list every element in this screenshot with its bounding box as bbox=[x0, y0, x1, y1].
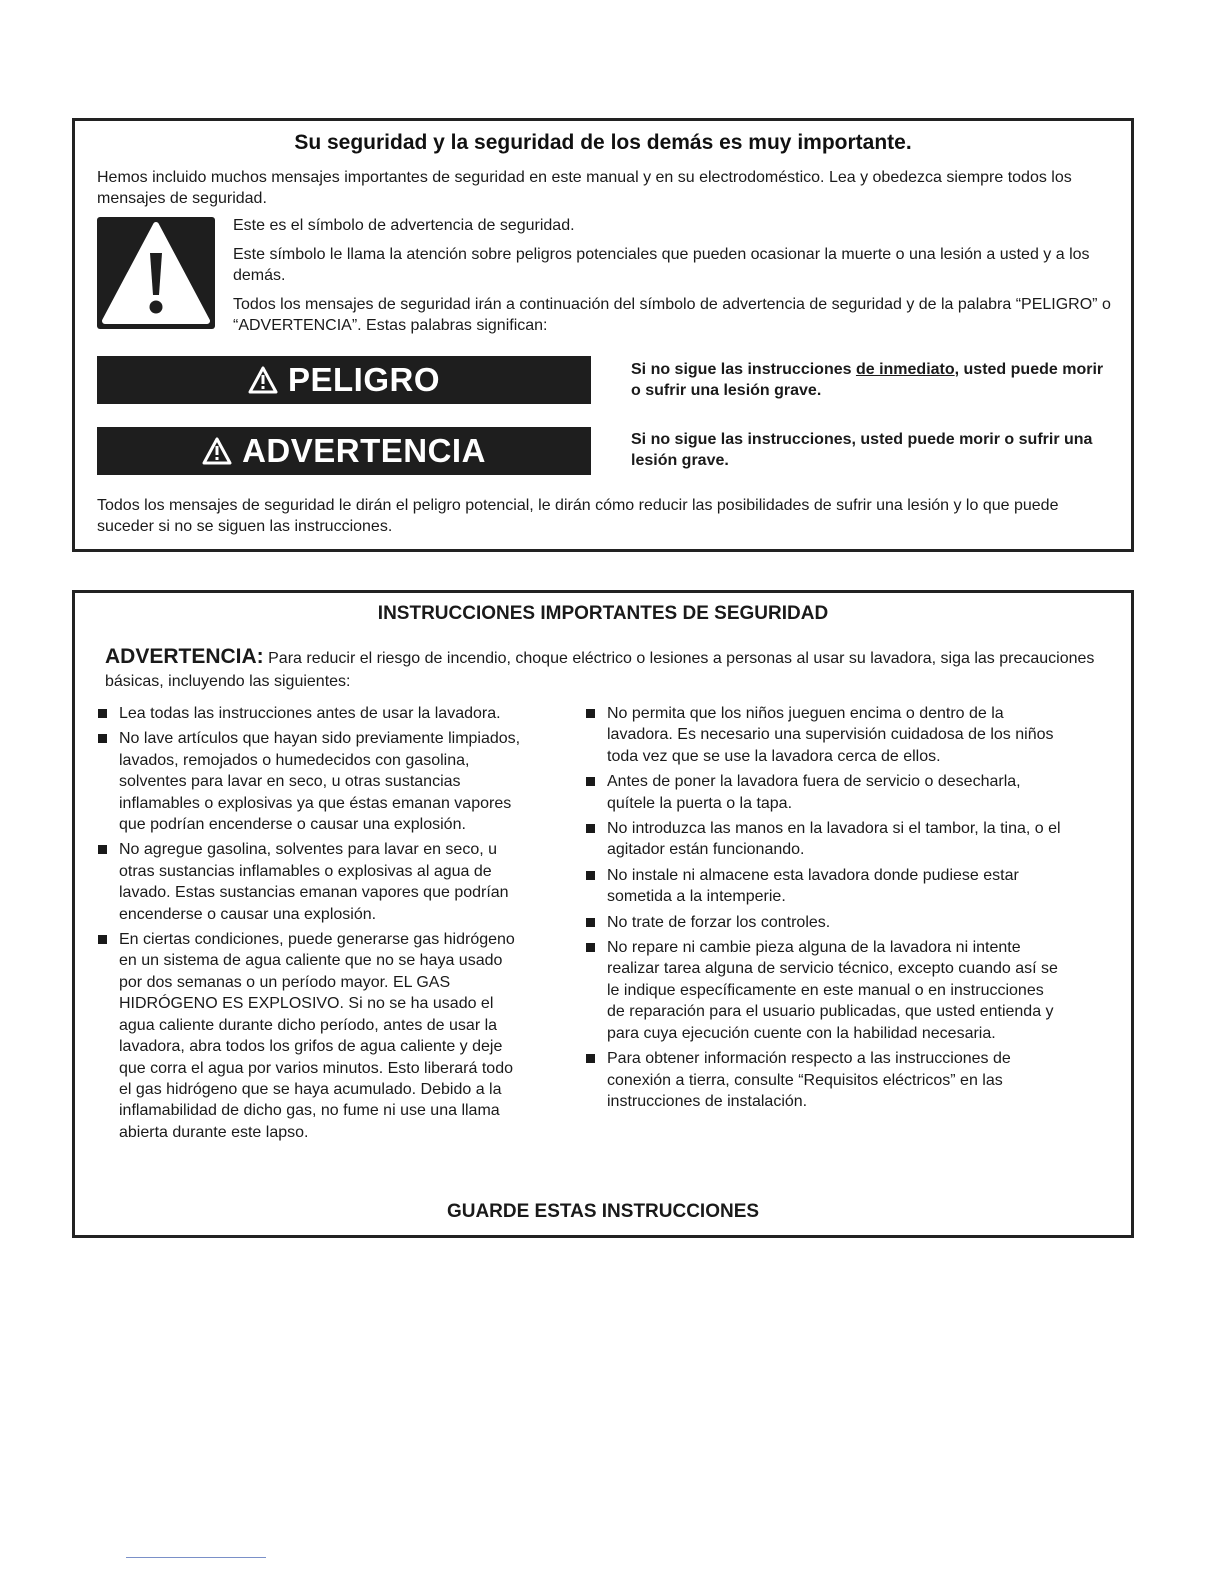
instructions-warning bbox=[105, 645, 1107, 693]
page-footer-rule bbox=[126, 1557, 266, 1558]
safety-box bbox=[72, 118, 1134, 552]
list-item: No permita que los niños jueguen encima o dentro de la lavadora. Es necesario una supervisión cuidadosa de los niños toda vez que se use la lavadora cerca de ellos. bbox=[585, 703, 1065, 767]
danger-signal-bar bbox=[97, 356, 591, 404]
square-bullet-icon bbox=[98, 734, 107, 743]
square-bullet-icon bbox=[586, 918, 595, 927]
warning-lead-label: ADVERTENCIA: bbox=[105, 645, 264, 668]
list-item: Lea todas las instrucciones antes de usar la lavadora. bbox=[97, 703, 527, 724]
save-instructions-footer: GUARDE ESTAS INSTRUCCIONES bbox=[446, 1201, 760, 1222]
list-item: No lave artículos que hayan sido previamente limpiados, lavados, remojados o humedecidos con gasolina, solventes para lavar en seco, u otras sustancias inflamables o explosivas ya que éstas emanan vapores que podrían encenderse o causar una explosión. bbox=[97, 728, 527, 835]
square-bullet-icon bbox=[586, 943, 595, 952]
list-item: No instale ni almacene esta lavadora donde pudiese estar sometida a la intemperie. bbox=[585, 865, 1065, 908]
instructions-title: INSTRUCCIONES IMPORTANTES DE SEGURIDAD bbox=[377, 603, 829, 624]
immediately-underline: de inmediato bbox=[855, 361, 955, 378]
instructions-right-column bbox=[585, 703, 1065, 1116]
symbol-explanation bbox=[233, 215, 1111, 344]
list-item: No agregue gasolina, solventes para lavar en seco, u otras sustancias inflamables o explosivas al agua de lavado. Estas sustancias emanan vapores que podrían encenderse o causar una explosión. bbox=[97, 839, 527, 925]
square-bullet-icon bbox=[586, 824, 595, 833]
list-item: Antes de poner la lavadora fuera de servicio o desecharla, quítele la puerta o la tapa. bbox=[585, 771, 1065, 814]
list-item: No repare ni cambie pieza alguna de la lavadora ni intente realizar tarea alguna de servicio técnico, excepto cuando así se le indique específicamente en este manual o en instrucciones de reparación para el usuario publicadas, que usted entienda y para cuya ejecución cuente con la habilidad necesaria. bbox=[585, 937, 1065, 1044]
safety-alert-icon bbox=[97, 217, 215, 329]
list-item: No introduzca las manos en la lavadora si el tambor, la tina, o el agitador están funcionando. bbox=[585, 818, 1065, 861]
warning-triangle-icon bbox=[202, 437, 232, 465]
square-bullet-icon bbox=[98, 709, 107, 718]
safety-title: Su seguridad y la seguridad de los demás es muy importante. bbox=[294, 131, 912, 154]
instructions-left-column bbox=[97, 703, 527, 1147]
square-bullet-icon bbox=[98, 845, 107, 854]
list-item: En ciertas condiciones, puede generarse gas hidrógeno en un sistema de agua caliente que no se haya usado por dos semanas o un período mayor. EL GAS HIDRÓGENO ES EXPLOSIVO. Si no se ha usado el agua caliente durante dicho período, antes de usar la lavadora, abra todos los grifos de agua caliente y deje que corra el agua por varios minutos. Esto liberará todo el gas hidrógeno que se haya acumulado. Debido a la inflamabilidad de dicho gas, no fume ni use una llama abierta durante este lapso. bbox=[97, 929, 527, 1143]
safety-intro: Hemos incluido muchos mensajes importantes de seguridad en este manual y en su electrodoméstico. Lea y obedezca siempre todos los mensajes de seguridad. bbox=[97, 169, 1072, 207]
list-item: Para obtener información respecto a las instrucciones de conexión a tierra, consulte “Requisitos eléctricos” en las instrucciones de instalación. bbox=[585, 1048, 1065, 1112]
symbol-line: Este símbolo le llama la atención sobre peligros potenciales que pueden ocasionar la muerte o una lesión a usted y a los demás. bbox=[233, 246, 1090, 284]
warning-description: Si no sigue las instrucciones, usted puede morir o sufrir una lesión grave. bbox=[631, 431, 1093, 469]
danger-label: PELIGRO bbox=[287, 361, 441, 398]
safety-outro: Todos los mensajes de seguridad le dirán el peligro potencial, le dirán cómo reducir las posibilidades de sufrir una lesión y lo que puede suceder si no se siguen las instrucciones. bbox=[97, 497, 1059, 535]
square-bullet-icon bbox=[98, 935, 107, 944]
warning-signal-bar bbox=[97, 427, 591, 475]
danger-description: Si no sigue las instrucciones de inmediato, usted puede morir o sufrir una lesión grave. bbox=[631, 361, 1104, 399]
square-bullet-icon bbox=[586, 871, 595, 880]
symbol-line: Este es el símbolo de advertencia de seguridad. bbox=[233, 217, 575, 234]
instructions-box bbox=[72, 590, 1134, 1238]
warning-label: ADVERTENCIA bbox=[242, 432, 486, 469]
square-bullet-icon bbox=[586, 1054, 595, 1063]
square-bullet-icon bbox=[586, 777, 595, 786]
warning-lead-text: Para reducir el riesgo de incendio, choque eléctrico o lesiones a personas al usar su lavadora, siga las precauciones básicas, incluyendo las siguientes: bbox=[105, 650, 1095, 690]
list-item: No trate de forzar los controles. bbox=[585, 912, 1065, 933]
square-bullet-icon bbox=[586, 709, 595, 718]
symbol-line: Todos los mensajes de seguridad irán a continuación del símbolo de advertencia de seguridad y de la palabra “PELIGRO” o “ADVERTENCIA”. Estas palabras significan: bbox=[233, 296, 1111, 334]
warning-triangle-icon bbox=[248, 366, 278, 394]
